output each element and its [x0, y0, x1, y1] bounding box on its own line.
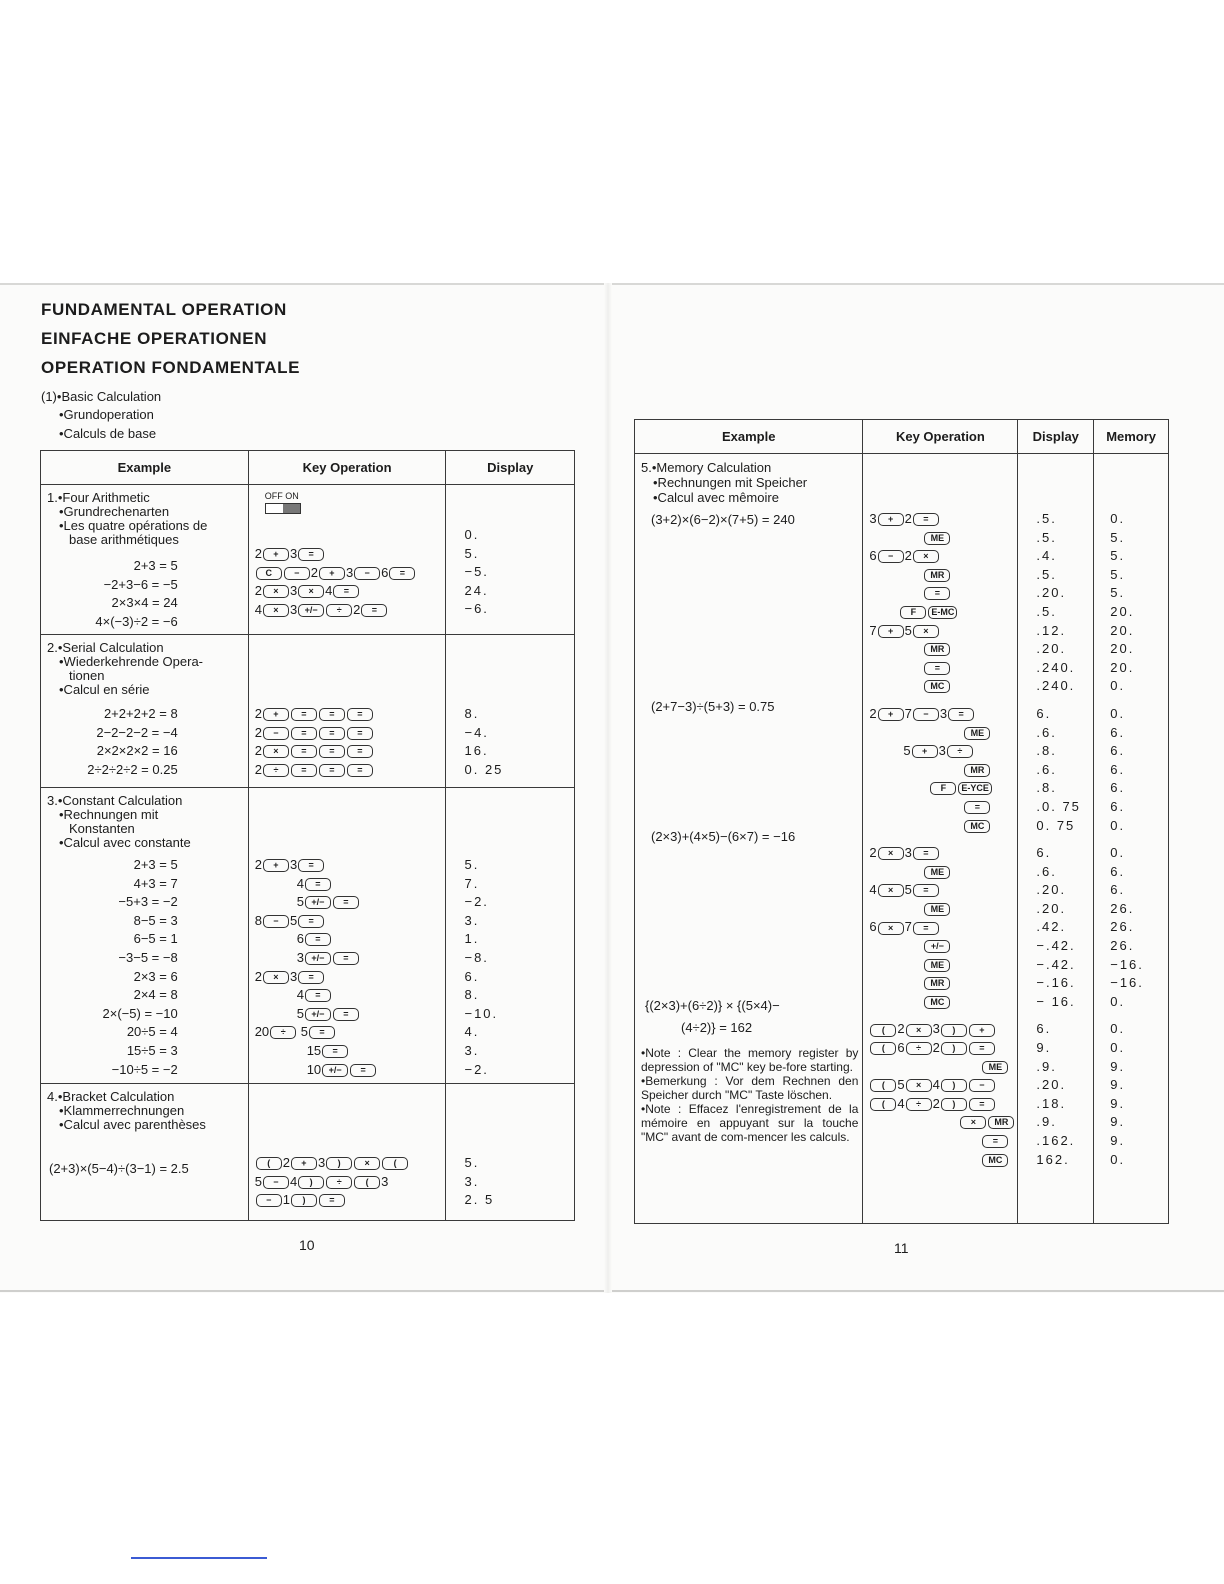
- col-display: Display: [446, 451, 575, 485]
- memory-value: 9.: [1110, 1058, 1126, 1074]
- key-sequence: 4 × 3 +/− ÷ 2 =: [249, 601, 446, 620]
- example-equation: 2×2×2×2 = 16: [96, 743, 178, 759]
- key-sequence: 5 − 4 ) ÷ ( 3: [254, 1173, 389, 1189]
- display-value: 8.: [464, 987, 480, 1003]
- key-sequence: F E-YCE: [863, 779, 1017, 798]
- memory-value: 6.: [1110, 798, 1126, 814]
- example-equation: 2+2+2+2 = 8: [103, 706, 178, 721]
- key-sequence: MC: [863, 993, 1017, 1012]
- display-value: .162.: [1036, 1133, 1076, 1148]
- example-equation: (2+7−3)÷(5+3) = 0.75: [651, 698, 775, 714]
- display-value: 6.: [1036, 1021, 1052, 1037]
- key-sequence: =: [863, 584, 1017, 603]
- key-sequence: +/−: [863, 937, 1017, 956]
- memory-value: 6.: [1110, 743, 1126, 759]
- display-value: 162.: [1036, 1151, 1070, 1167]
- key-sequence: MR: [863, 974, 1017, 993]
- key-sequence: 2 × 3 =: [249, 968, 446, 987]
- key-sequence: 3 + 2 =: [863, 510, 1017, 529]
- key-sequence: × MR: [863, 1113, 1017, 1132]
- key-sequence: 6 =: [249, 930, 446, 949]
- example-equation: 2×(−5) = −10: [102, 1005, 178, 1021]
- group-title: 2.•Serial Calculation: [47, 640, 164, 655]
- display-value: 9.: [1036, 1040, 1052, 1056]
- display-value: 6.: [1036, 845, 1052, 861]
- display-value: .240.: [1036, 659, 1076, 675]
- example-equation: 6−5 = 1: [133, 931, 178, 947]
- right-table: [634, 419, 1169, 1224]
- display-value: 1.: [464, 931, 480, 947]
- key-sequence: ME: [863, 863, 1017, 882]
- display-value: .5.: [1036, 603, 1057, 619]
- key-sequence: 2 + = = =: [249, 705, 446, 724]
- memory-value: 20.: [1110, 659, 1135, 675]
- display-value: 3.: [464, 912, 480, 928]
- key-sequence: 5 + 3 ÷: [863, 742, 1017, 761]
- example-equation: 4+3 = 7: [133, 875, 178, 891]
- group-title: 3.•Constant Calculation: [47, 793, 183, 808]
- key-sequence: ME: [863, 900, 1017, 919]
- memory-value: 20.: [1110, 603, 1135, 619]
- key-sequence: ( 6 ÷ 2 ) =: [863, 1039, 1017, 1058]
- display-value: 0. 25: [464, 761, 504, 777]
- key-sequence: ME: [863, 724, 1017, 743]
- group-title: •Calcul avec mêmoire: [653, 490, 779, 505]
- key-sequence: ( 4 ÷ 2 ) =: [863, 1095, 1017, 1114]
- book-gutter: [604, 283, 612, 1293]
- memory-value: 5.: [1110, 548, 1126, 564]
- page-number-left: 10: [299, 1237, 315, 1253]
- display-value: .8.: [1036, 780, 1057, 796]
- display-value: −2.: [464, 894, 489, 910]
- heading-english: FUNDAMENTAL OPERATION: [41, 300, 287, 319]
- key-sequence: MR: [863, 566, 1017, 585]
- display-value: −5.: [464, 564, 489, 580]
- page-number-right: 11: [894, 1240, 909, 1256]
- key-sequence: 2 + 3 =: [249, 545, 446, 564]
- display-value: .12.: [1036, 622, 1067, 638]
- memory-value: 6.: [1110, 863, 1126, 879]
- key-sequence: − 1 ) =: [249, 1191, 446, 1210]
- example-equation: {(2×3)+(6÷2)} × {(5×4)−: [645, 997, 780, 1013]
- example-equation: 15÷5 = 3: [126, 1042, 178, 1058]
- memory-value: 0.: [1110, 817, 1126, 833]
- display-value: .6.: [1036, 761, 1057, 777]
- key-sequence: 15 =: [249, 1042, 446, 1061]
- key-sequence: ( 2 + 3 ) × (: [249, 1154, 446, 1173]
- display-value: .20.: [1036, 1077, 1067, 1093]
- group-title: •Calcul en série: [59, 682, 150, 697]
- display-value: 8.: [464, 706, 480, 721]
- key-sequence: 5 +/− =: [249, 893, 446, 912]
- col-key-operation: Key Operation: [863, 420, 1018, 454]
- display-value: 0. 75: [1036, 817, 1076, 833]
- display-value: .20.: [1036, 882, 1067, 898]
- memory-value: 0.: [1110, 1040, 1126, 1056]
- display-value: −6.: [464, 601, 489, 617]
- display-value: − 16.: [1036, 993, 1076, 1009]
- display-value: 24.: [464, 582, 489, 598]
- display-value: .20.: [1036, 900, 1067, 916]
- group-title: tionen: [69, 668, 105, 683]
- key-sequence: =: [863, 659, 1017, 678]
- key-sequence: MC: [863, 677, 1017, 696]
- blue-underline: [131, 1557, 267, 1559]
- memory-value: 5.: [1110, 585, 1126, 601]
- memory-value: 5.: [1110, 529, 1126, 545]
- memory-value: 6.: [1110, 882, 1126, 898]
- col-example: Example: [41, 451, 249, 485]
- memory-value: 6.: [1110, 780, 1126, 796]
- display-value: −2.: [464, 1061, 489, 1077]
- display-value: .20.: [1036, 641, 1067, 657]
- example-equation: (2+3)×(5−4)÷(3−1) = 2.5: [49, 1161, 189, 1176]
- example-equation: 2×3 = 6: [133, 968, 178, 984]
- example-equation: 4×(−3)÷2 = −6: [95, 613, 178, 629]
- memory-value: 20.: [1110, 622, 1135, 638]
- display-value: .20.: [1036, 585, 1067, 601]
- example-equation: −5+3 = −2: [118, 894, 178, 910]
- key-sequence: 4 × 5 =: [863, 881, 1017, 900]
- display-value: .0. 75: [1036, 798, 1081, 814]
- key-sequence: ME: [863, 529, 1017, 548]
- memory-value: 5.: [1110, 566, 1126, 582]
- group-serial: [41, 635, 575, 788]
- display-value: 4.: [464, 1024, 480, 1040]
- key-sequence: ( 5 × 4 ) −: [863, 1076, 1017, 1095]
- display-value: 5.: [464, 545, 480, 561]
- example-equation: 2−2−2−2 = −4: [96, 724, 178, 740]
- display-value: 3.: [464, 1173, 480, 1189]
- key-sequence: 4 =: [249, 875, 446, 894]
- group-four-arithmetic: [41, 485, 575, 635]
- memory-value: 0.: [1110, 1151, 1126, 1167]
- page-bottom-edge: [0, 1290, 1224, 1292]
- display-value: .5.: [1036, 566, 1057, 582]
- key-sequence: MC: [863, 1151, 1017, 1170]
- display-value: 6.: [1036, 705, 1052, 721]
- display-value: .9.: [1036, 1114, 1057, 1130]
- memory-value: 0.: [1110, 1021, 1126, 1037]
- example-equation: 2×4 = 8: [133, 987, 178, 1003]
- memory-value: 26.: [1110, 919, 1135, 935]
- key-sequence: 2 × 3 =: [863, 844, 1017, 863]
- key-sequence: =: [863, 1132, 1017, 1151]
- group-title: 4.•Bracket Calculation: [47, 1089, 175, 1104]
- display-value: .42.: [1036, 919, 1067, 935]
- group-constant: [41, 788, 575, 1084]
- key-sequence: C − 2 + 3 − 6 =: [249, 564, 446, 583]
- display-value: 3.: [464, 1042, 480, 1058]
- display-value: .6.: [1036, 863, 1057, 879]
- key-sequence: 2 − = = =: [249, 724, 446, 743]
- section-german: •Grundoperation: [59, 407, 154, 422]
- note-german: •Bemerkung : Vor dem Rechnen den Speicher durch "MC" Taste löschen.: [641, 1073, 859, 1102]
- key-sequence: 6 × 7 =: [863, 918, 1017, 937]
- power-switch: [249, 491, 446, 535]
- key-sequence: MR: [863, 761, 1017, 780]
- key-sequence: 10 +/− =: [249, 1061, 446, 1080]
- col-memory: Memory: [1094, 420, 1169, 454]
- display-value: −.42.: [1036, 938, 1076, 954]
- key-sequence: 8 − 5 =: [249, 912, 446, 931]
- key-sequence: 20 ÷ 5 =: [249, 1023, 446, 1042]
- example-equation: 2×3×4 = 24: [111, 595, 178, 611]
- display-value: 2. 5: [464, 1192, 495, 1208]
- power-switch-icon: [265, 503, 301, 514]
- memory-value: −16.: [1110, 956, 1144, 972]
- group-title: 1.•Four Arithmetic: [47, 490, 150, 505]
- group-bracket: [41, 1084, 575, 1221]
- section-english: (1)•Basic Calculation: [41, 389, 162, 404]
- memory-value: 6.: [1110, 761, 1126, 777]
- group-title: •Rechnungen mit: [59, 807, 159, 822]
- key-sequence: MC: [863, 817, 1017, 836]
- display-value: .5.: [1036, 511, 1057, 526]
- example-equation: (4÷2)} = 162: [681, 1020, 753, 1036]
- key-sequence: MR: [863, 640, 1017, 659]
- key-sequence: 2 + 7 − 3 =: [863, 705, 1017, 724]
- example-equation: −2+3−6 = −5: [103, 576, 178, 592]
- memory-value: 6.: [1110, 724, 1126, 740]
- key-sequence: 4 =: [249, 986, 446, 1005]
- key-sequence: 3 +/− =: [249, 949, 446, 968]
- example-equation: 2+3 = 5: [133, 857, 178, 872]
- group-title: •Calcul avec constante: [59, 835, 191, 850]
- group-title: Konstanten: [69, 821, 135, 836]
- group-title: •Les quatre opérations de: [59, 518, 208, 533]
- memory-value: −16.: [1110, 975, 1144, 991]
- display-value: 5.: [464, 857, 480, 872]
- example-equation: 2+3 = 5: [133, 558, 178, 573]
- memory-calc-group: [635, 454, 1169, 1224]
- switch-label: OFF ON: [264, 491, 299, 501]
- key-sequence: =: [863, 798, 1017, 817]
- example-equation: (2×3)+(4×5)−(6×7) = −16: [651, 829, 796, 845]
- memory-value: 0.: [1110, 993, 1126, 1009]
- group-title: •Klammerrechnungen: [59, 1103, 185, 1118]
- col-key-operation: Key Operation: [248, 451, 446, 485]
- group-title: 5.•Memory Calculation: [641, 460, 772, 475]
- heading-french: OPERATION FONDAMENTALE: [41, 358, 301, 377]
- left-table: [40, 450, 575, 1221]
- memory-value: 9.: [1110, 1114, 1126, 1130]
- display-value: .6.: [1036, 724, 1057, 740]
- group-title: •Grundrechenarten: [59, 504, 170, 519]
- display-value: .18.: [1036, 1095, 1067, 1111]
- display-value: 7.: [464, 875, 480, 891]
- key-sequence: 7 + 5 ×: [863, 622, 1017, 641]
- display-value: .9.: [1036, 1058, 1057, 1074]
- memory-value: 26.: [1110, 938, 1135, 954]
- example-equation: (3+2)×(6−2)×(7+5) = 240: [651, 512, 795, 527]
- key-sequence: 6 − 2 ×: [863, 547, 1017, 566]
- col-example: Example: [635, 420, 863, 454]
- group-title: •Calcul avec parenthèses: [59, 1117, 206, 1132]
- note-french: •Note : Effacez l'enregistrement de la mémoire en appuyant sur la touche "MC" avant de com-mencer les calculs.: [641, 1101, 859, 1144]
- key-sequence: 2 × 3 × 4 =: [249, 582, 446, 601]
- display-value: −4.: [464, 724, 489, 740]
- example-equation: −10÷5 = −2: [111, 1061, 178, 1077]
- example-equation: −3−5 = −8: [118, 949, 178, 965]
- key-sequence: 2 ÷ = = =: [249, 761, 446, 780]
- display-value: −.16.: [1036, 975, 1076, 991]
- memory-value: 9.: [1110, 1133, 1126, 1148]
- memory-value: 20.: [1110, 641, 1135, 657]
- memory-value: 0.: [1110, 678, 1126, 694]
- example-equation: 2÷2÷2÷2 = 0.25: [87, 761, 178, 777]
- col-display: Display: [1018, 420, 1094, 454]
- display-value: 6.: [464, 968, 480, 984]
- heading-german: EINFACHE OPERATIONEN: [41, 329, 268, 348]
- display-value: .8.: [1036, 743, 1057, 759]
- key-sequence: 2 × = = =: [249, 742, 446, 761]
- display-value: −.42.: [1036, 956, 1076, 972]
- example-equation: 20÷5 = 4: [126, 1024, 178, 1040]
- memory-value: 9.: [1110, 1077, 1126, 1093]
- group-title: •Rechnungen mit Speicher: [653, 475, 808, 490]
- display-value: 16.: [464, 743, 489, 759]
- memory-value: 9.: [1110, 1095, 1126, 1111]
- memory-value: 0.: [1110, 845, 1126, 861]
- group-title: base arithmétiques: [69, 532, 179, 547]
- key-sequence: 5 +/− =: [249, 1005, 446, 1024]
- display-value: .5.: [1036, 529, 1057, 545]
- display-value: −10.: [464, 1005, 499, 1021]
- key-sequence: F E-MC: [863, 603, 1017, 622]
- section-french: •Calculs de base: [59, 426, 157, 441]
- note-english: •Note : Clear the memory register by depression of "MC" key be-fore starting.: [641, 1045, 859, 1074]
- memory-value: 26.: [1110, 900, 1135, 916]
- page-top-edge: [0, 283, 1224, 285]
- group-title: •Wiederkehrende Opera-: [59, 654, 204, 669]
- memory-value: 0.: [1110, 511, 1126, 526]
- example-equation: 8−5 = 3: [133, 912, 178, 928]
- key-sequence: 2 + 3 =: [249, 856, 446, 875]
- display-value: 5.: [464, 1155, 480, 1170]
- key-sequence: ME: [863, 956, 1017, 975]
- display-value: .4.: [1036, 548, 1057, 564]
- key-sequence: ME: [863, 1058, 1017, 1077]
- memory-value: 0.: [1110, 705, 1126, 721]
- display-value: −8.: [464, 949, 489, 965]
- display-value: .240.: [1036, 678, 1076, 694]
- key-sequence: ( 2 × 3 ) +: [863, 1020, 1017, 1039]
- display-value: 0.: [464, 527, 480, 542]
